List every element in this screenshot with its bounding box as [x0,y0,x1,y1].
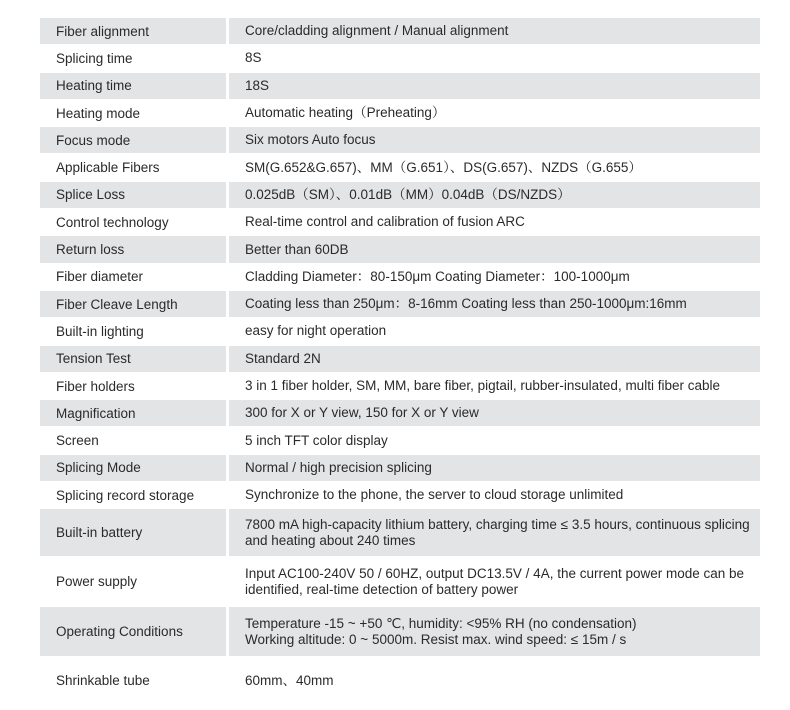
spec-label: Fiber alignment [40,18,226,45]
spec-label: Control technology [40,209,226,236]
spec-value: Better than 60DB [229,236,760,263]
spec-label: Heating time [40,73,226,100]
spec-value: 3 in 1 fiber holder, SM, MM, bare fiber, pigtail, rubber-insulated, multi fiber cable [229,373,760,400]
spec-value: 7800 mA high-capacity lithium battery, charging time ≤ 3.5 hours, continuous splicing and heating about 240 times [229,509,760,557]
spec-label: Built-in lighting [40,318,226,345]
spec-label: Applicable Fibers [40,154,226,181]
spec-value: Six motors Auto focus [229,127,760,154]
spec-row [40,373,760,400]
spec-label: Power supply [40,557,226,607]
spec-row [40,182,760,209]
spec-row [40,291,760,318]
spec-row [40,264,760,291]
spec-label: Splicing record storage [40,482,226,509]
spec-label: Fiber diameter [40,264,226,291]
spec-value: Core/cladding alignment / Manual alignment [229,18,760,45]
spec-label: Fiber Cleave Length [40,291,226,318]
spec-value: Input AC100-240V 50 / 60HZ, output DC13.5V / 4A, the current power mode can be identified, real-time detection of battery power [229,557,760,607]
spec-row [40,100,760,127]
spec-label: Magnification [40,400,226,427]
spec-row [40,45,760,72]
spec-value: Automatic heating（Preheating） [229,100,760,127]
spec-row [40,455,760,482]
spec-row [40,127,760,154]
spec-row [40,236,760,263]
spec-label: Shrinkable tube [40,657,226,705]
spec-value: 8S [229,45,760,72]
spec-value: SM(G.652&G.657)、MM（G.651）、DS(G.657)、NZDS（G.655） [229,154,760,181]
spec-value: Normal / high precision splicing [229,455,760,482]
spec-value: 60mm、40mm [229,657,760,705]
spec-label: Operating Conditions [40,607,226,657]
spec-value: 18S [229,73,760,100]
spec-label: Splice Loss [40,182,226,209]
spec-value: Synchronize to the phone, the server to cloud storage unlimited [229,482,760,509]
spec-label: Fiber holders [40,373,226,400]
spec-row [40,154,760,181]
spec-label: Focus mode [40,127,226,154]
spec-row [40,209,760,236]
spec-value: Coating less than 250μm：8-16mm Coating less than 250-1000μm:16mm [229,291,760,318]
spec-row [40,318,760,345]
spec-row [40,509,760,557]
spec-table [40,18,760,705]
spec-label: Screen [40,427,226,454]
spec-row [40,346,760,373]
spec-value: Temperature -15 ~ +50 ℃, humidity: <95% RH (no condensation) Working altitude: 0 ~ 5000m. Resist max. wind speed: ≤ 15m / s [229,607,760,657]
spec-row [40,427,760,454]
spec-row [40,400,760,427]
spec-value: 300 for X or Y view, 150 for X or Y view [229,400,760,427]
spec-value: Cladding Diameter：80-150μm Coating Diameter：100-1000μm [229,264,760,291]
spec-value: 5 inch TFT color display [229,427,760,454]
spec-row [40,482,760,509]
spec-value: Real-time control and calibration of fusion ARC [229,209,760,236]
spec-row [40,657,760,705]
spec-row [40,607,760,657]
spec-row [40,557,760,607]
spec-label: Splicing time [40,45,226,72]
spec-value: easy for night operation [229,318,760,345]
spec-row [40,73,760,100]
spec-label: Tension Test [40,346,226,373]
spec-row [40,18,760,45]
spec-label: Heating mode [40,100,226,127]
spec-value: 0.025dB（SM）、0.01dB（MM）0.04dB（DS/NZDS） [229,182,760,209]
spec-value: Standard 2N [229,346,760,373]
spec-label: Return loss [40,236,226,263]
spec-label: Built-in battery [40,509,226,557]
spec-label: Splicing Mode [40,455,226,482]
